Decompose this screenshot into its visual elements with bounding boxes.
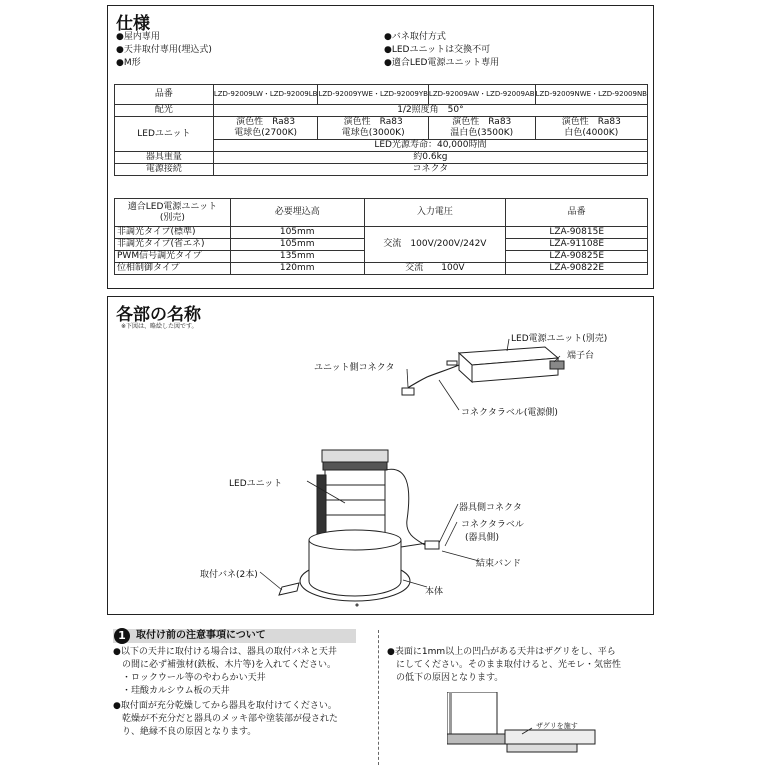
header-part: 品番: [506, 199, 648, 227]
unit-connector-drawing: [402, 388, 414, 395]
caution-left-line: ●以下の天井に取付ける場合は、器具の取付バネと天井: [113, 647, 337, 657]
caution-title: 取付け前の注意事項について: [136, 630, 266, 641]
label-band: 結束バンド: [476, 559, 522, 569]
header-power-unit-text: 適合LED電源ユニット: [127, 201, 218, 212]
label-spring: 取付バネ(2本): [200, 570, 258, 580]
label-terminal: 端子台: [567, 351, 595, 361]
bullet-ceiling: ●天井取付専用(埋込式): [116, 45, 212, 55]
led-life: LED光源寿命：40,000時間: [213, 140, 647, 152]
spec-table: [114, 84, 648, 176]
depth-4: 120mm: [230, 263, 364, 275]
conn-value: コネクタ: [213, 164, 647, 176]
parts-title: 各部の名称: [116, 305, 201, 325]
type-1: 非調光タイプ(標準): [115, 227, 231, 239]
model-1: LZD-92009LW・LZD-92009LB: [213, 85, 318, 105]
color-3: 温白色(3500K): [428, 128, 535, 140]
ra-3: 演色性 Ra83: [428, 117, 535, 129]
power-unit-table: [114, 198, 648, 275]
caution-number-badge: 1: [114, 628, 130, 644]
voltage-b: 交流 100V: [364, 263, 506, 275]
voltage-a: 交流 100V/200V/242V: [364, 227, 506, 263]
label-connector-label-fixture: コネクタラベル: [461, 520, 524, 530]
header-voltage: 入力電圧: [364, 199, 506, 227]
type-3: PWM信号調光タイプ: [115, 251, 231, 263]
type-4: 位相制御タイプ: [115, 263, 231, 275]
part-4: LZA-90822E: [506, 263, 648, 275]
zaguri-label: ザグリを施す: [536, 722, 578, 730]
hinban-label: 品番: [115, 85, 214, 105]
power-unit-drawing: [447, 347, 564, 382]
part-2: LZA-91108E: [506, 239, 648, 251]
ra-4: 演色性 Ra83: [535, 117, 647, 129]
table-row: [115, 227, 648, 239]
label-led-unit: LEDユニット: [229, 479, 283, 489]
weight-value: 約0.6kg: [213, 152, 647, 164]
table-row: [115, 199, 648, 227]
label-power-unit: LED電源ユニット(別売): [511, 334, 608, 344]
model-2: LZD-92009YWE・LZD-92009YB: [318, 85, 428, 105]
haiko-label: 配光: [115, 105, 214, 117]
header-power-unit: [115, 199, 231, 227]
table-row: [115, 117, 648, 129]
bullet-led-nonreplace: ●LEDユニットは交換不可: [384, 45, 491, 55]
color-1: 電球色(2700K): [213, 128, 318, 140]
cable-line: [403, 365, 459, 391]
caution-right-line: の低下の原因となります。: [387, 673, 504, 683]
caution-right-line: ●表面に1mm以上の凹凸がある天井はザグリをし、平ら: [387, 647, 616, 657]
table-row: [115, 263, 648, 275]
bullet-indoor: ●屋内専用: [116, 32, 160, 42]
table-row: [115, 85, 648, 105]
ra-1: 演色性 Ra83: [213, 117, 318, 129]
header-depth: 必要埋込高: [230, 199, 364, 227]
table-row: [115, 164, 648, 176]
color-2: 電球色(3000K): [318, 128, 428, 140]
caution-left-line: り、絶縁不良の原因となります。: [113, 727, 257, 737]
depth-2: 105mm: [230, 239, 364, 251]
table-row: [115, 105, 648, 117]
color-4: 白色(4000K): [535, 128, 647, 140]
label-body: 本体: [425, 587, 444, 597]
depth-1: 105mm: [230, 227, 364, 239]
label-connector-label-fixture-sub: (器具側): [465, 533, 500, 543]
caution-left-line: の間に必ず補強材(鉄板、木片等)を入れてください。: [113, 660, 337, 670]
model-3: LZD-92009AW・LZD-92009AB: [428, 85, 535, 105]
caution-left-line: ・ロックウール等のやわらかい天井: [113, 673, 266, 683]
fixture-connector-drawing: [425, 541, 439, 549]
depth-3: 135mm: [230, 251, 364, 263]
label-connector-label-power: コネクタラベル(電源側): [461, 408, 558, 418]
bullet-power-unit: ●適合LED電源ユニット専用: [384, 58, 500, 68]
part-1: LZA-90815E: [506, 227, 648, 239]
caution-right-line: にしてください。そのまま取付けると、光モレ・気密性: [387, 660, 622, 670]
conn-label: 電源接続: [115, 164, 214, 176]
bullet-spring: ●バネ取付方式: [384, 32, 446, 42]
led-unit-label: LEDユニット: [115, 117, 214, 152]
parts-note: ※下図は、略絵した図です。: [121, 323, 198, 330]
bullet-m-type: ●M形: [116, 58, 141, 68]
label-fixture-connector: 器具側コネクタ: [459, 503, 522, 513]
type-2: 非調光タイプ(省エネ): [115, 239, 231, 251]
caution-left-line: ●取付面が充分乾燥してから器具を取付けてください。: [113, 701, 337, 711]
part-3: LZA-90825E: [506, 251, 648, 263]
model-4: LZD-92009NWE・LZD-92009NB: [535, 85, 647, 105]
ra-2: 演色性 Ra83: [318, 117, 428, 129]
caution-left-line: 乾燥が不充分だと器具のメッキ部や塗装部が侵された: [113, 714, 339, 724]
table-row: [115, 152, 648, 164]
column-divider: [378, 630, 379, 765]
spec-title: 仕様: [116, 14, 150, 34]
header-power-unit-sub: (別売): [159, 212, 185, 223]
caution-left-line: ・珪酸カルシウム板の天井: [113, 686, 230, 696]
weight-label: 器具重量: [115, 152, 214, 164]
label-unit-connector: ユニット側コネクタ: [314, 363, 395, 373]
haiko-value: 1/2照度角 50°: [213, 105, 647, 117]
